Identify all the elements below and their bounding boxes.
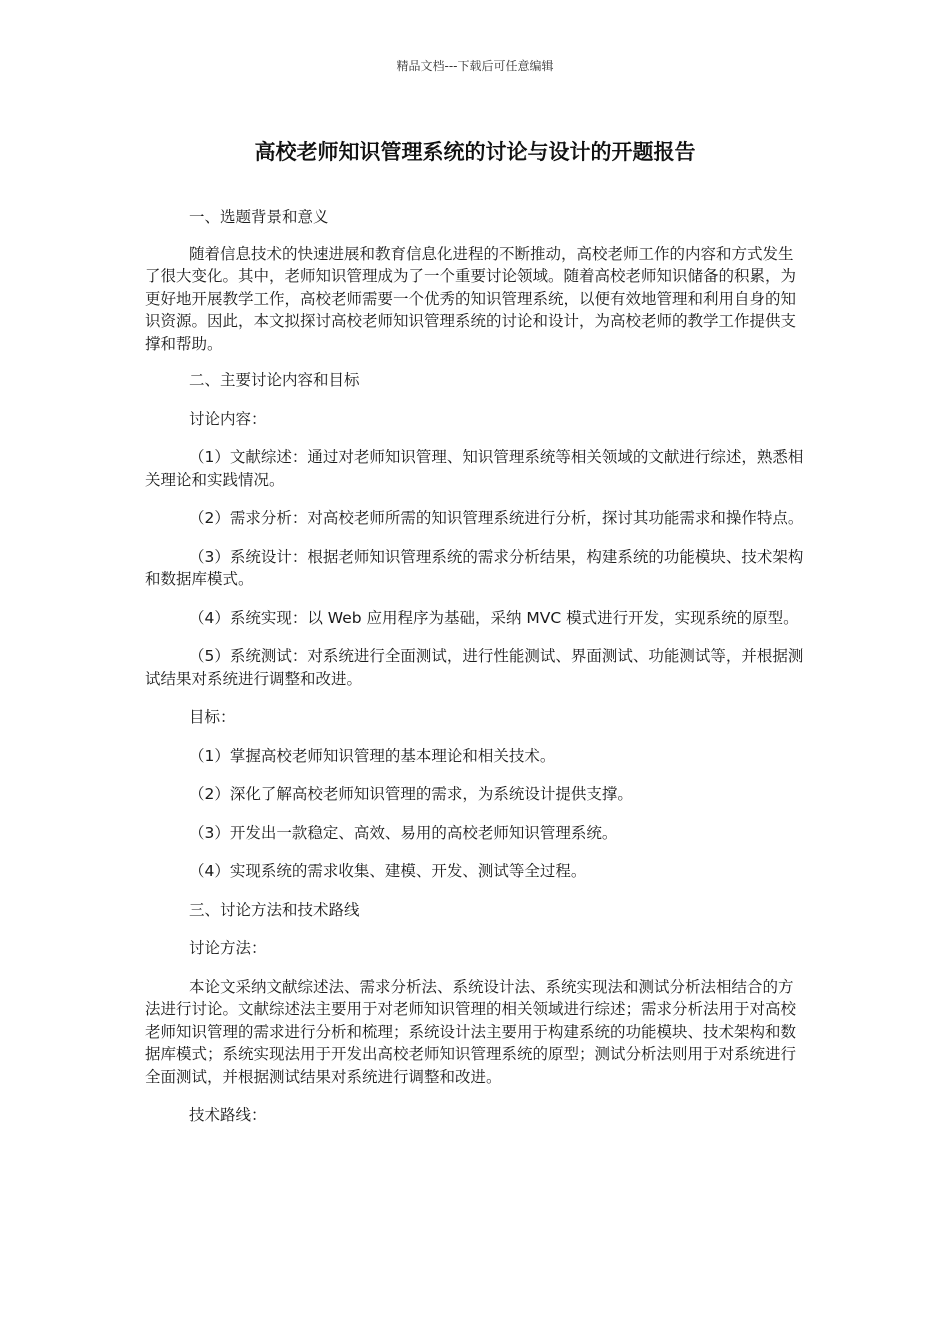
document-title: 高校老师知识管理系统的讨论与设计的开题报告 [254, 140, 696, 164]
research-item: （1）文献综述：通过对老师知识管理、知识管理系统等相关领域的文献进行综述，熟悉相关理论和实践情况。 [145, 448, 804, 489]
technical-route-label: 技术路线： [189, 1106, 267, 1124]
page-header: 精品文档---下载后可任意编辑 [396, 59, 554, 73]
research-item: （4）系统实现：以 Web 应用程序为基础，采纳 MVC 模式进行开发，实现系统的原型。 [189, 608, 799, 627]
method-paragraph: 本论文采纳文献综述法、需求分析法、系统设计法、系统实现法和测试分析法相结合的方法进行讨论。文献综述法主要用于对老师知识管理的相关领域进行综述；需求分析法用于对高校老师知识管理的需求进行分析和梳理；系统设计法主要用于构建系统的功能模块、技术架构和数据库模式；系统实现法用于开发出高校老师知识管理系统的原型；测试分析法则用于对系统进行全面测试，并根据测试结果对系统进行调整和改进。 [145, 977, 797, 1086]
goal-item: （3）开发出一款稳定、高效、易用的高校老师知识管理系统。 [189, 823, 618, 842]
goals-label: 目标： [189, 708, 236, 726]
section-1-heading: 一、选题背景和意义 [189, 208, 329, 226]
section-1-paragraph: 随着信息技术的快速进展和教育信息化进程的不断推动，高校老师工作的内容和方式发生了很大变化。其中，老师知识管理成为了一个重要讨论领域。随着高校老师知识储备的积累，为更好地开展教学工作，高校老师需要一个优秀的知识管理系统，以便有效地管理和利用自身的知识资源。因此，本文拟探讨高校老师知识管理系统的讨论和设计，为高校老师的教学工作提供支撑和帮助。 [145, 244, 797, 353]
research-item: （3）系统设计：根据老师知识管理系统的需求分析结果，构建系统的功能模块、技术架构和数据库模式。 [145, 547, 804, 588]
document-body [145, 206, 807, 1127]
goal-item: （2）深化了解高校老师知识管理的需求，为系统设计提供支撑。 [189, 785, 633, 803]
method-label: 讨论方法： [189, 939, 267, 957]
section-2-heading: 二、主要讨论内容和目标 [189, 371, 360, 389]
goal-item: （1）掌握高校老师知识管理的基本理论和相关技术。 [189, 746, 556, 765]
research-item: （2）需求分析：对高校老师所需的知识管理系统进行分析，探讨其功能需求和操作特点。 [189, 509, 804, 527]
research-content-label: 讨论内容： [189, 409, 267, 428]
section-3-heading: 三、讨论方法和技术路线 [189, 900, 360, 919]
goal-item: （4）实现系统的需求收集、建模、开发、测试等全过程。 [189, 862, 587, 880]
research-item: （5）系统测试：对系统进行全面测试，进行性能测试、界面测试、功能测试等，并根据测试结果对系统进行调整和改进。 [145, 647, 804, 688]
